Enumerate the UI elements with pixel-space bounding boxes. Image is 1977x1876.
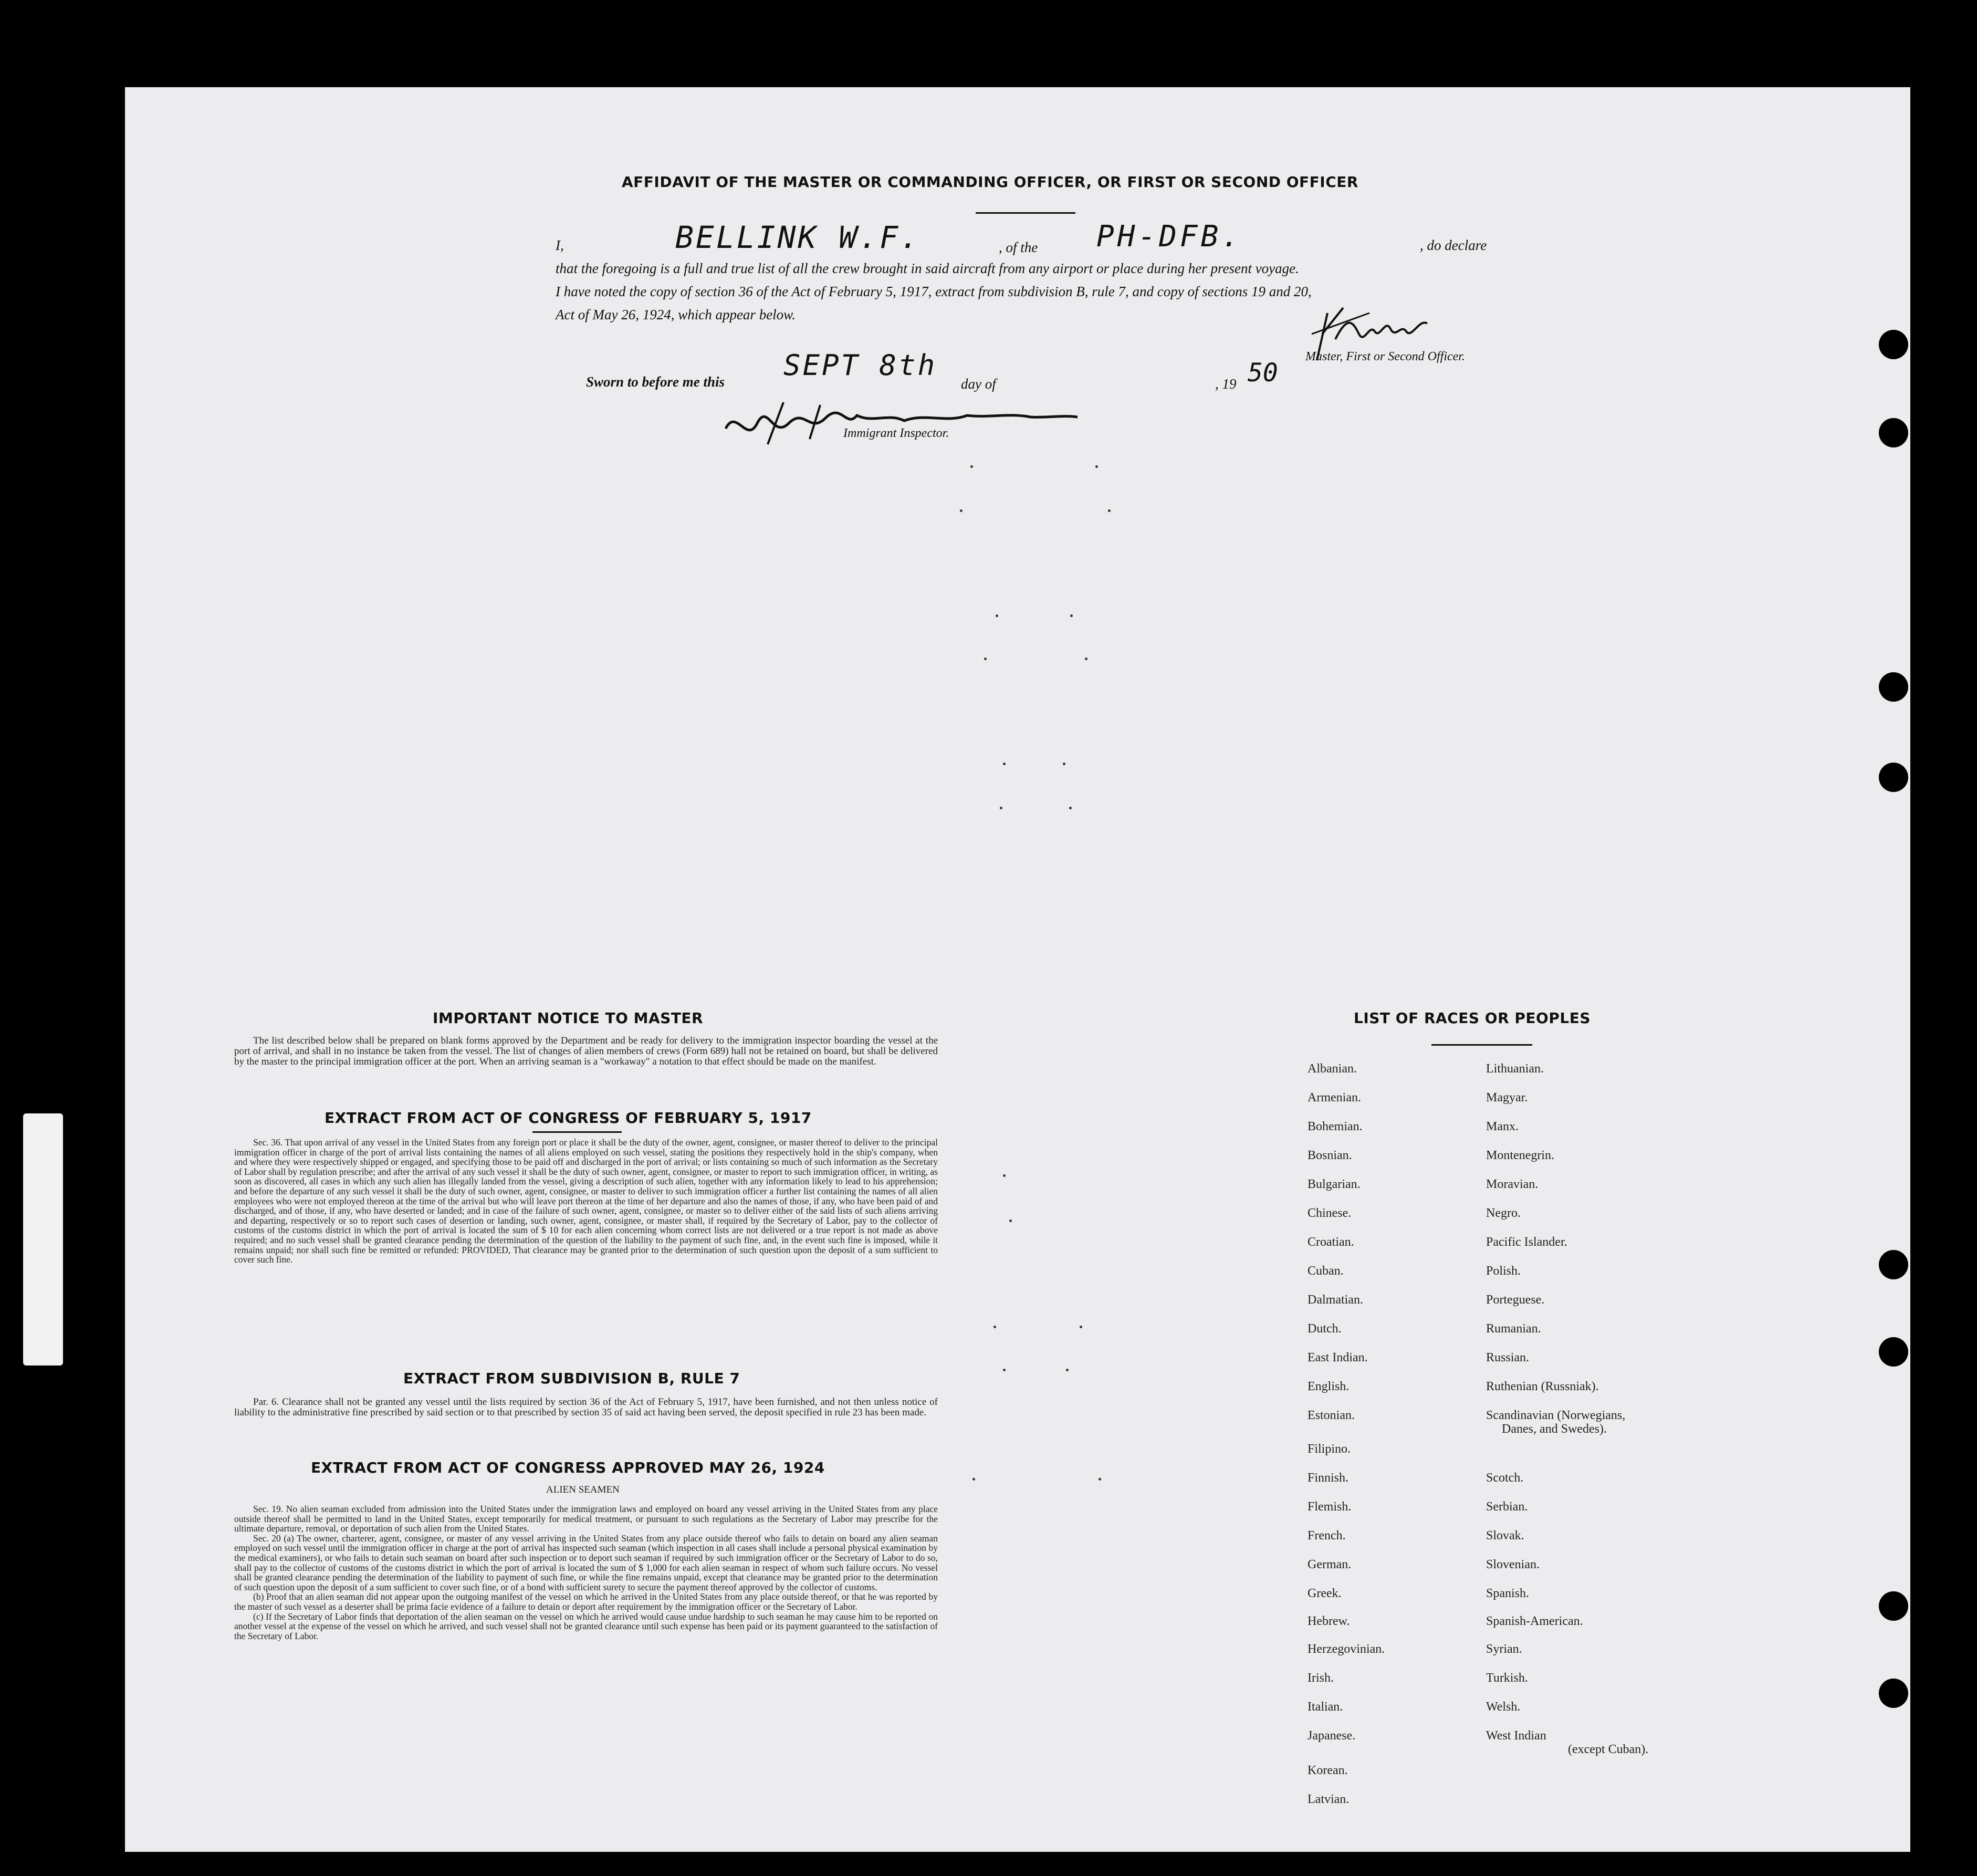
speck [1085, 658, 1087, 660]
extract-1924-title: EXTRACT FROM ACT OF CONGRESS APPROVED MAY 26, 1924 [311, 1459, 825, 1476]
sworn-text: Sworn to before me this [586, 374, 725, 390]
extract-1917-title: EXTRACT FROM ACT OF CONGRESS OF FEBRUARY 5, 1917 [325, 1109, 812, 1127]
race-item: Negro. [1486, 1206, 1521, 1220]
race-item: Bosnian. [1307, 1149, 1352, 1162]
race-item: Armenian. [1307, 1091, 1361, 1104]
race-item: Turkish. [1486, 1671, 1528, 1685]
race-item: French. [1307, 1529, 1346, 1543]
extract-1917-rule [532, 1131, 622, 1133]
race-item: Russian. [1486, 1351, 1530, 1364]
race-item: East Indian. [1307, 1351, 1368, 1364]
race-item: Greek. [1307, 1587, 1342, 1600]
race-item: Dutch. [1307, 1322, 1342, 1336]
punch-hole [1879, 1591, 1908, 1621]
speck [1070, 614, 1073, 617]
speck [1099, 1478, 1101, 1481]
race-item: Albanian. [1307, 1062, 1357, 1076]
race-item: Montenegrin. [1486, 1149, 1554, 1162]
race-item: Bulgarian. [1307, 1177, 1361, 1191]
rule-7-title: EXTRACT FROM SUBDIVISION B, RULE 7 [403, 1370, 740, 1387]
speck [1009, 1220, 1012, 1222]
race-item: Croatian. [1307, 1235, 1354, 1249]
race-item: Hebrew. [1307, 1614, 1350, 1628]
race-item: Filipino. [1307, 1442, 1351, 1456]
rule-7-body: Par. 6. Clearance shall not be granted any vessel until the lists required by section 36 of the Act of February 5, 1917, have been furnished, and not then unless notice of liability to the administrative fine prescribed by said section or to that prescribed by section 35 of said act having been served, the deposit specified in rule 23 has been made. [234, 1396, 938, 1418]
speck [1003, 763, 1006, 765]
race-item: Herzegovinian. [1307, 1642, 1385, 1656]
extract-1924-body [234, 1504, 938, 1641]
race-item: Scandinavian (Norwegians, [1486, 1409, 1626, 1422]
notice-body: The list described below shall be prepared on blank forms approved by the Department and be ready for delivery to the immigration inspector boarding the vessel at the port of arrival, and shall in no instance be taken from the vessel. The list of changes of alien members of crews (Form 689) hall not be retained on board, but shall be delivered by the master to the principal immigration officer at the port. When an arriving seaman is a "workaway" a notation to that effect should be made on the manifest. [234, 1035, 938, 1067]
punch-hole [1879, 1337, 1908, 1367]
speck [960, 509, 963, 512]
race-item: Scotch. [1486, 1471, 1524, 1485]
punch-hole [1879, 1250, 1908, 1279]
races-rule [1431, 1044, 1532, 1046]
race-item: Serbian. [1486, 1500, 1528, 1514]
race-item: Welsh. [1486, 1700, 1521, 1714]
race-item: Cuban. [1307, 1264, 1344, 1278]
speck [970, 465, 973, 468]
race-item: Lithuanian. [1486, 1062, 1544, 1076]
race-item: Spanish. [1486, 1587, 1530, 1600]
speck [1003, 1174, 1006, 1177]
title-rule [976, 212, 1075, 214]
race-item: Slovak. [1486, 1529, 1524, 1543]
race-item: Porteguese. [1486, 1293, 1545, 1307]
race-item: Polish. [1486, 1264, 1521, 1278]
master-name-handwritten: BELLINK W.F. [675, 220, 921, 255]
affidavit-of-the: , of the [999, 239, 1038, 255]
extract-1924-subtitle: ALIEN SEAMEN [546, 1484, 620, 1495]
punch-hole [1879, 1679, 1908, 1708]
affidavit-i: I, [556, 237, 564, 253]
paper-tab [23, 1113, 63, 1366]
race-item: Korean. [1307, 1764, 1348, 1777]
race-item: Ruthenian (Russniak). [1486, 1380, 1599, 1393]
race-item: Bohemian. [1307, 1120, 1363, 1133]
race-item: Spanish-American. [1486, 1614, 1583, 1628]
speck [1069, 807, 1072, 809]
punch-hole [1879, 418, 1908, 447]
race-item: Flemish. [1307, 1500, 1352, 1514]
race-item: Syrian. [1486, 1642, 1522, 1656]
affidavit-line-4: Act of May 26, 1924, which appear below. [556, 307, 796, 322]
speck [1080, 1326, 1082, 1328]
race-item: Slovenian. [1486, 1558, 1540, 1571]
race-item: West Indian [1486, 1729, 1546, 1743]
speck [984, 658, 987, 660]
sec-19-text: Sec. 19. No alien seaman excluded from admission into the United States under the immigration laws and employed on board any vessel arriving in the United States from any place outside thereof shall be permitted to land in the United States, except temporarily for medical treatment, or pursuant to such regulations as the Secretary of Labor may prescribe for the ultimate departure, removal, or deportation of such alien from the United States. [234, 1504, 938, 1534]
race-item: Latvian. [1307, 1792, 1350, 1806]
race-item: Manx. [1486, 1120, 1519, 1133]
race-item: English. [1307, 1380, 1350, 1393]
race-item: (except Cuban). [1568, 1743, 1649, 1756]
race-item: Finnish. [1307, 1471, 1349, 1485]
affidavit-do-declare: , do declare [1420, 237, 1487, 253]
race-item: Moravian. [1486, 1177, 1539, 1191]
speck [1066, 1369, 1069, 1371]
inspector-label: Immigrant Inspector. [843, 426, 949, 440]
sec-20b-text: (b) Proof that an alien seaman did not appear upon the outgoing manifest of the vessel on which he arrived in the United States from any place outside thereof, or that he was reported by the master of such vessel as a deserter shall be prima facie evidence of a failure to detain or deport after requirement by the immigration officer or the Secretary of Labor. [234, 1591, 938, 1612]
document-page [125, 87, 1910, 1852]
speck [1063, 763, 1065, 765]
sec-20a-text: Sec. 20 (a) The owner, charterer, agent, consignee, or master of any vessel arriving in the United States from any place outside thereof who fails to detain on board any alien seaman employed on such vessel until the immigration officer in charge at the port of arrival has inspected such seaman (which inspection in all cases shall include a personal physical examination by the medical examiners), or who fails to detain such seaman on board after such inspection or to deport such seaman if required by such immigration officer or the Secretary of Labor to do so, shall pay to the collector of customs of the customs district in which the port of arrival is located the sum of $ 1,000 for each alien seaman in respect of whom such failure occurs. No vessel shall be granted clearance pending the determination of the liability to payment of such fine, or while the fine remains unpaid, except that clearance may be granted prior to the determination of such question upon the deposit of a sum sufficient to cover such fine, or of a bond with sufficient surety to secure the payment thereof approved by the collector of customs. [234, 1533, 938, 1592]
speck [993, 1326, 996, 1328]
notice-title: IMPORTANT NOTICE TO MASTER [433, 1009, 704, 1027]
race-item: German. [1307, 1558, 1352, 1571]
speck [1108, 509, 1111, 512]
master-officer-label: Master, First or Second Officer. [1305, 350, 1465, 363]
year-prefix: , 19 [1215, 376, 1237, 392]
speck [1000, 807, 1002, 809]
punch-hole [1879, 672, 1908, 702]
race-item: Japanese. [1307, 1729, 1356, 1743]
affidavit-title: AFFIDAVIT OF THE MASTER OR COMMANDING OFFICER, OR FIRST OR SECOND OFFICER [622, 173, 1358, 191]
race-item: Italian. [1307, 1700, 1343, 1714]
races-title: LIST OF RACES OR PEOPLES [1354, 1009, 1591, 1027]
speck [996, 614, 998, 617]
punch-hole [1879, 763, 1908, 792]
race-item: Rumanian. [1486, 1322, 1541, 1336]
sworn-date-handwritten: SEPT 8th [783, 349, 937, 382]
inspector-signature [715, 392, 1083, 455]
speck [1095, 465, 1098, 468]
race-item: Dalmatian. [1307, 1293, 1363, 1307]
affidavit-line-2: that the foregoing is a full and true list of all the crew brought in said aircraft from any airport or place during her present voyage. [556, 260, 1299, 276]
year-handwritten: 50 [1248, 358, 1278, 388]
punch-hole [1879, 330, 1908, 359]
speck [1003, 1369, 1006, 1371]
extract-1917-body: Sec. 36. That upon arrival of any vessel in the United States from any foreign port or place it shall be the duty of the owner, agent, consignee, or master thereof to deliver to the principal immigration officer in charge of the port of arrival lists containing the names of all aliens employed on such vessel, stating the positions they respectively hold in the ship's company, when and where they were respectively shipped or engaged, and specifying those to be paid off and discharged in the port of arrival; or lists containing so much of such information as the Secretary of Labor shall by regulation prescribe; and after the arrival of any such vessel it shall be the duty of such owner, agent, consignee, or master to report to such immigration officer, in writing, as soon as discovered, all cases in which any such alien has illegally landed from the vessel, giving a description of such alien, together with any information likely to lead to his apprehension; and before the departure of any such vessel it shall be the duty of such owner, agent, consignee, or master to deliver to such immigration officer a further list containing the names of all alien employees who were not employed thereon at the time of the arrival but who will leave port thereon at the time of her departure and also the names of those, if any, who have been paid of and discharged, and of those, if any, who have deserted or landed; and in case of the failure of such owner, agent, consignee, or master so to deliver either of the said lists of such aliens arriving and departing, respectively or so to report such cases of desertion or landing, such owner, agent, consignee, or master shall, if required by the Secretary of Labor, pay to the collector of customs of the customs district in which the port of arrival is located the sum of $ 10 for each alien concerning whom correct lists are not delivered or a true report is not made as above required; and no such vessel shall be granted clearance pending the determination of the question of the liability to the payment of such fine, and, in the event such fine is imposed, while it remains unpaid; nor shall such fine be remitted or refunded: PROVIDED, That clearance may be granted prior to the determination of such question upon the deposit of a sum sufficient to cover such fine. [234, 1137, 938, 1265]
speck [972, 1478, 975, 1481]
race-item: Chinese. [1307, 1206, 1352, 1220]
sec-20c-text: (c) If the Secretary of Labor finds that deportation of the alien seaman on the vessel on which he arrived would cause undue hardship to such seaman he may cause him to be reported on another vessel at the expense of the vessel on which he arrived, and such vessel shall not be granted clearance until such expense has been paid or its payment guaranteed to the satisfaction of the Secretary of Labor. [234, 1611, 938, 1641]
aircraft-handwritten: PH-DFB. [1096, 220, 1243, 254]
race-item: Irish. [1307, 1671, 1334, 1685]
race-item: Magyar. [1486, 1091, 1528, 1104]
race-item: Danes, and Swedes). [1502, 1422, 1607, 1436]
race-item: Pacific Islander. [1486, 1235, 1567, 1249]
race-item: Estonian. [1307, 1409, 1355, 1422]
day-of-text: day of [961, 376, 996, 392]
affidavit-line-3: I have noted the copy of section 36 of the Act of February 5, 1917, extract from subdivision B, rule 7, and copy of sections 19 and 20, [556, 284, 1312, 299]
